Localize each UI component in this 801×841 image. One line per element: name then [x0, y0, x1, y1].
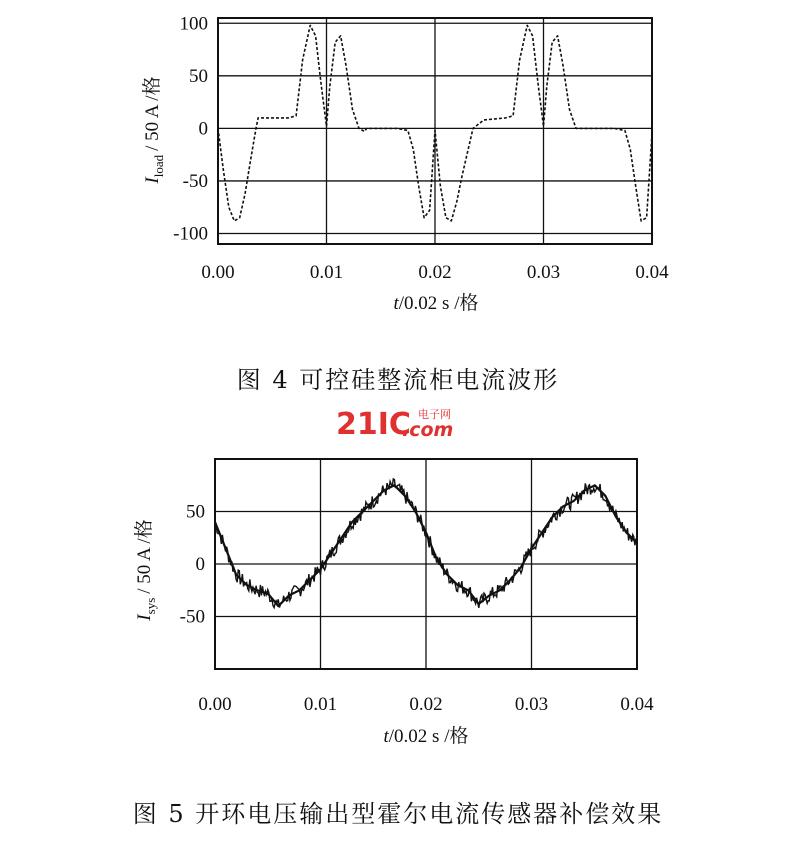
y-axis-label-rest: / 50 A /格 [134, 519, 155, 594]
y-axis-label [133, 519, 158, 621]
x-axis-label-rest: /0.02 s /格 [388, 726, 469, 747]
y-tick-labels [180, 502, 205, 628]
watermark-number: 21IC [336, 407, 411, 442]
x-axis-label-main: t [383, 726, 389, 747]
y-tick-label: 50 [186, 501, 205, 523]
x-tick-label: 0.03 [526, 262, 561, 283]
chart-load-current [141, 13, 669, 394]
chart-system-current [133, 459, 664, 828]
y-tick-label: -50 [179, 606, 205, 628]
x-tick-label: 0.01 [303, 694, 338, 715]
x-tick-label: 0.03 [514, 694, 549, 715]
y-tick-labels [173, 13, 208, 244]
x-tick-labels [201, 262, 669, 283]
x-axis-label [384, 725, 469, 747]
x-tick-label: 0.04 [635, 262, 669, 283]
x-tick-label: 0.02 [409, 694, 443, 715]
x-tick-label: 0.04 [620, 694, 654, 715]
y-axis-label-sub: load [151, 154, 166, 178]
y-tick-label: 0 [198, 118, 208, 140]
x-axis-label [394, 292, 479, 314]
x-tick-label: 0.00 [198, 694, 232, 715]
grid-lines [215, 459, 637, 669]
y-tick-label: -100 [173, 223, 208, 245]
figure-caption: 图 4 可控硅整流柜电流波形 [236, 366, 560, 394]
y-axis-label-main: I [134, 614, 155, 621]
y-axis-label-rest: / 50 A /格 [142, 76, 163, 151]
x-tick-label: 0.02 [418, 262, 452, 283]
y-axis-label [141, 76, 166, 184]
x-axis-label-main: t [393, 293, 399, 314]
y-axis-label-sub: sys [143, 597, 158, 615]
watermark-logo [336, 407, 453, 442]
x-tick-labels [198, 694, 654, 715]
y-tick-label: 100 [179, 13, 208, 35]
x-tick-label: 0.00 [201, 262, 235, 283]
watermark-com: .com [402, 419, 454, 441]
watermark-cn: 电子网 [418, 408, 451, 421]
figure-caption: 图 5 开环电压输出型霍尔电流传感器补偿效果 [132, 800, 664, 828]
y-tick-label: -50 [182, 170, 208, 192]
y-tick-label: 0 [195, 554, 205, 575]
x-axis-label-rest: /0.02 s /格 [398, 293, 479, 314]
y-tick-label: 50 [189, 65, 208, 87]
x-tick-label: 0.01 [309, 262, 344, 283]
y-axis-label-main: I [142, 177, 163, 184]
